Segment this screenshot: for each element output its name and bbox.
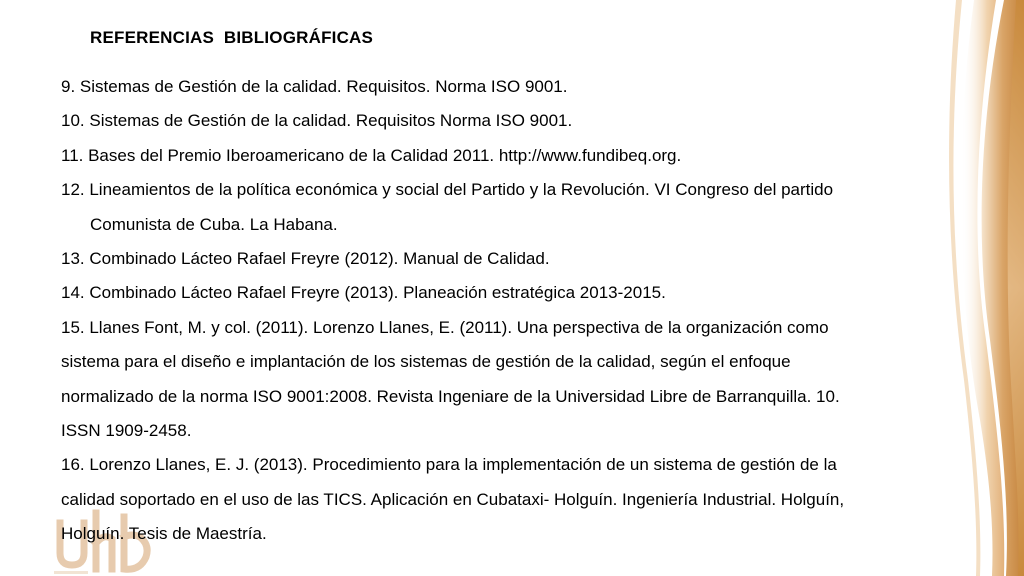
reference-item-13: 13. Combinado Lácteo Rafael Freyre (2012). Manual de Calidad. bbox=[61, 248, 550, 268]
reference-item-15-continuation: normalizado de la norma ISO 9001:2008. Revista Ingeniare de la Universidad Libre de Barranquilla. 10. bbox=[61, 386, 840, 406]
reference-item-10: 10. Sistemas de Gestión de la calidad. Requisitos Norma ISO 9001. bbox=[61, 111, 573, 131]
reference-item-16: 16. Lorenzo Llanes, E. J. (2013). Procedimiento para la implementación de un sistema de gestión de la bbox=[61, 455, 837, 475]
reference-item-15: 15. Llanes Font, M. y col. (2011). Lorenzo Llanes, E. (2011). Una perspectiva de la organización como bbox=[61, 317, 829, 337]
page-title: REFERENCIAS BIBLIOGRÁFICAS bbox=[90, 28, 374, 47]
reference-item-9: 9. Sistemas de Gestión de la calidad. Requisitos. Norma ISO 9001. bbox=[61, 77, 568, 96]
reference-list bbox=[61, 70, 946, 551]
reference-item-11: 11. Bases del Premio Iberoamericano de la Calidad 2011. http://www.fundibeq.org. bbox=[61, 145, 682, 165]
reference-item-15-continuation: ISSN 1909-2458. bbox=[61, 420, 192, 440]
reference-item-12-continuation: Comunista de Cuba. La Habana. bbox=[90, 214, 338, 234]
reference-item-12: 12. Lineamientos de la política económica y social del Partido y la Revolución. VI Congreso del partido bbox=[61, 180, 834, 200]
decorative-swoosh-graphic bbox=[934, 0, 1024, 576]
reference-item-14: 14. Combinado Lácteo Rafael Freyre (2013). Planeación estratégica 2013-2015. bbox=[61, 283, 666, 303]
reference-item-16-continuation: Holguín. Tesis de Maestría. bbox=[61, 524, 267, 544]
reference-item-15-continuation: sistema para el diseño e implantación de los sistemas de gestión de la calidad, según el enfoque bbox=[61, 352, 791, 372]
reference-item-16-continuation: calidad soportado en el uso de las TICS. Aplicación en Cubataxi- Holguín. Ingeniería Industrial. Holguín, bbox=[61, 489, 845, 509]
